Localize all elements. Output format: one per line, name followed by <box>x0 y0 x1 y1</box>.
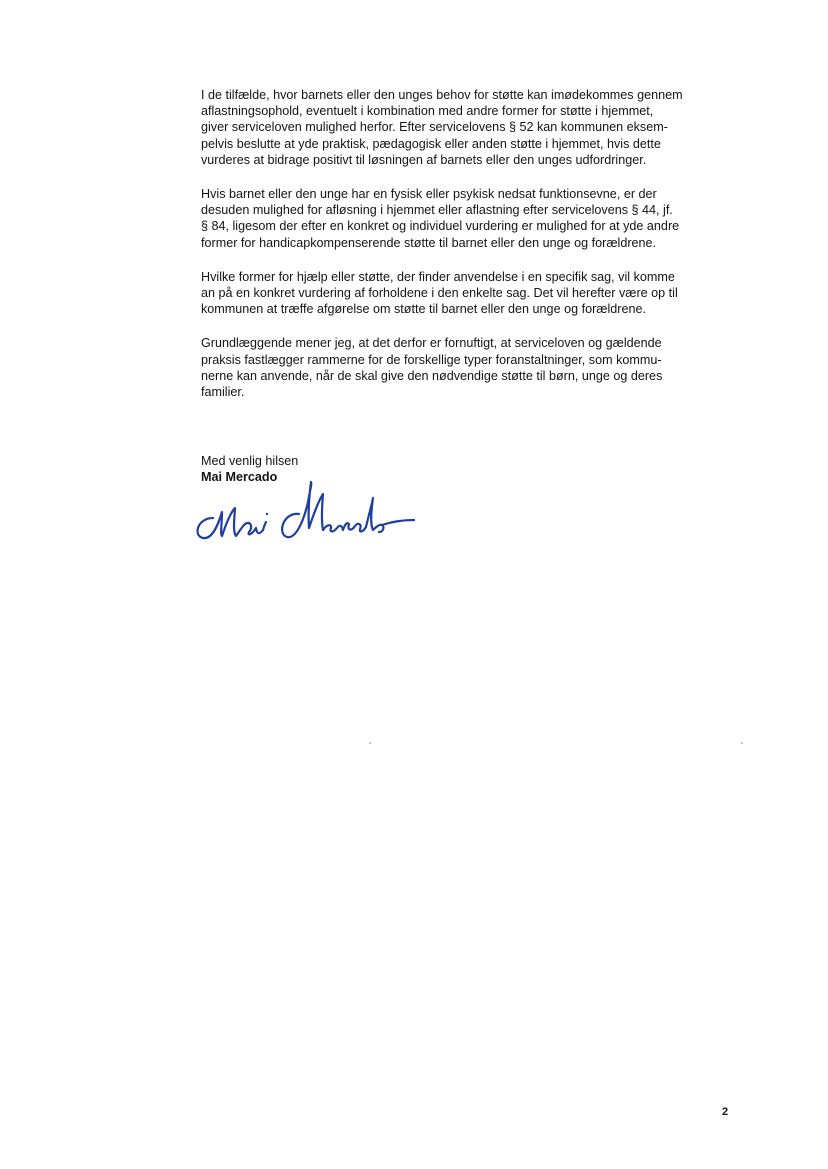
paragraph-line: Grundlæggende mener jeg, at det derfor er fornuftigt, at serviceloven og gældende <box>201 336 662 351</box>
paragraph-line: desuden mulighed for afløsning i hjemmet eller aflastning efter servicelovens § 44, jf. <box>201 203 673 218</box>
paragraph-line: praksis fastlægger rammerne for de forskellige typer foranstaltninger, som kommu- <box>201 352 662 367</box>
paragraph-case-assessment <box>201 269 741 318</box>
paragraph-line: Hvilke former for hjælp eller støtte, der finder anvendelse i en specifik sag, vil komme <box>201 269 675 284</box>
paragraph-respite-support <box>201 87 741 168</box>
paragraph-line: nerne kan anvende, når de skal give den nødvendige støtte til børn, unge og deres <box>201 368 663 383</box>
page-number: 2 <box>722 1106 729 1118</box>
sender-name: Mai Mercado <box>201 470 278 484</box>
paragraph-conclusion <box>201 335 741 400</box>
letter-body <box>201 87 741 418</box>
paragraph-line: pelvis beslutte at yde praktisk, pædagogisk eller anden støtte i hjemmet, hvis dette <box>201 136 661 151</box>
handwritten-signature <box>191 478 416 544</box>
paragraph-line: an på en konkret vurdering af forholdene i den enkelte sag. Det vil herefter være op til <box>201 286 678 301</box>
paragraph-line: § 84, ligesom der efter en konkret og individuel vurdering er mulighed for at yde andre <box>201 219 680 234</box>
paragraph-line: aflastningsophold, eventuelt i kombination med andre former for støtte i hjemmet, <box>201 104 654 119</box>
paragraph-line: familier. <box>201 385 245 400</box>
paragraph-line: I de tilfælde, hvor barnets eller den unges behov for støtte kan imødekommes gennem <box>201 88 683 102</box>
paragraph-disability-support <box>201 186 741 251</box>
paragraph-line: kommunen at træffe afgørelse om støtte til barnet eller den unge og forældrene. <box>201 302 646 317</box>
closing-greeting: Med venlig hilsen <box>201 454 299 468</box>
paragraph-line: vurderes at bidrage positivt til løsningen af barnets eller den unges udfordringer. <box>201 152 647 167</box>
scan-speck <box>741 742 743 744</box>
scan-speck <box>369 742 371 744</box>
paragraph-line: Hvis barnet eller den unge har en fysisk eller psykisk nedsat funktionsevne, er der <box>201 187 657 202</box>
paragraph-line: former for handicapkompenserende støtte til barnet eller den unge og forældrene. <box>201 235 657 250</box>
paragraph-line: giver serviceloven mulighed herfor. Efter servicelovens § 52 kan kommunen eksem- <box>201 120 668 135</box>
